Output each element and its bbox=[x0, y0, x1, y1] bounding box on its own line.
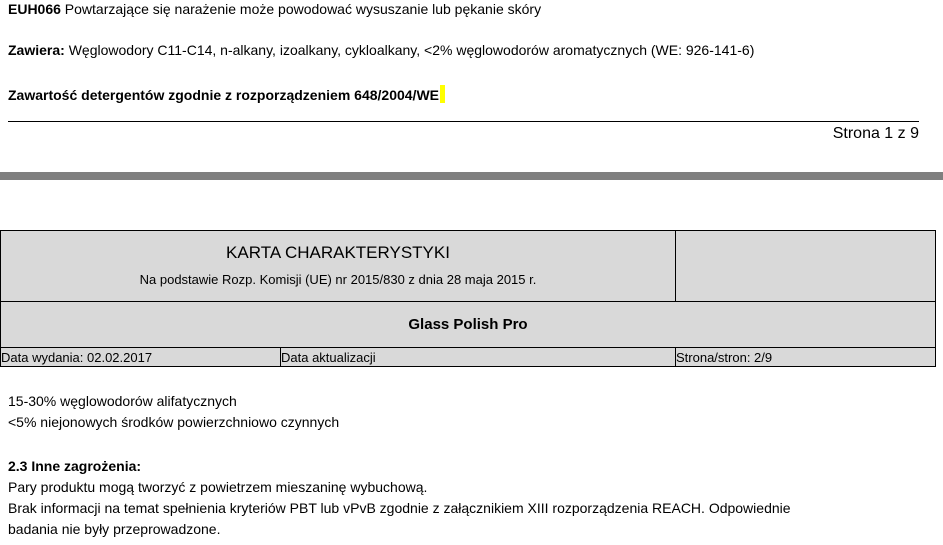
footer-rule bbox=[8, 121, 919, 122]
product-name-cell bbox=[1, 302, 936, 348]
page-number-footer: Strona 1 z 9 bbox=[832, 125, 919, 142]
contains-statement bbox=[8, 42, 754, 58]
issue-date-cell bbox=[1, 348, 281, 367]
composition-line-1: 15-30% węglowodorów alifatycznych bbox=[8, 393, 237, 409]
euh-text: Powtarzające się narażenie może powodować wysuszanie lub pękanie skóry bbox=[60, 1, 542, 17]
product-name: Glass Polish Pro bbox=[408, 316, 528, 333]
euh-code: EUH066 bbox=[8, 1, 61, 17]
page-count: Strona/stron: 2/9 bbox=[676, 349, 773, 365]
hazard-line-3: badania nie były przeprowadzone. bbox=[8, 521, 221, 537]
update-date: Data aktualizacji bbox=[281, 349, 376, 365]
issue-date: Data wydania: 02.02.2017 bbox=[1, 349, 153, 365]
sds-header-table bbox=[0, 230, 936, 367]
detergents-statement bbox=[8, 85, 445, 103]
text-cursor-highlight bbox=[440, 85, 445, 103]
euh066-statement bbox=[8, 1, 541, 17]
regulation-subtitle: Na podstawie Rozp. Komisji (UE) nr 2015/830 z dnia 28 maja 2015 r. bbox=[139, 272, 537, 287]
page-top-margin bbox=[0, 180, 943, 230]
update-date-cell bbox=[281, 348, 676, 367]
page-separator bbox=[0, 172, 943, 180]
contains-label: Zawiera: bbox=[8, 42, 65, 58]
composition-line-2: <5% niejonowych środków powierzchniowo czynnych bbox=[8, 414, 340, 430]
header-title-cell bbox=[1, 231, 676, 302]
contains-text: Węglowodory C11-C14, n-alkany, izoalkany, cykloalkany, <2% węglowodorów aromatycznych (WE: 926-141-6) bbox=[64, 42, 755, 58]
hazard-line-2: Brak informacji na temat spełnienia kryteriów PBT lub vPvB zgodnie z załącznikiem XIII rozporządzenia REACH. Odpowiednie bbox=[8, 500, 791, 516]
header-logo-cell bbox=[676, 231, 936, 302]
section-heading-other-hazards: 2.3 Inne zagrożenia: bbox=[8, 458, 142, 474]
document-title: KARTA CHARAKTERYSTYKI bbox=[226, 243, 450, 262]
detergents-text: Zawartość detergentów zgodnie z rozporządzeniem 648/2004/WE bbox=[8, 87, 439, 103]
hazard-line-1: Pary produktu mogą tworzyć z powietrzem mieszaninę wybuchową. bbox=[8, 479, 428, 495]
page-count-cell bbox=[676, 348, 936, 367]
